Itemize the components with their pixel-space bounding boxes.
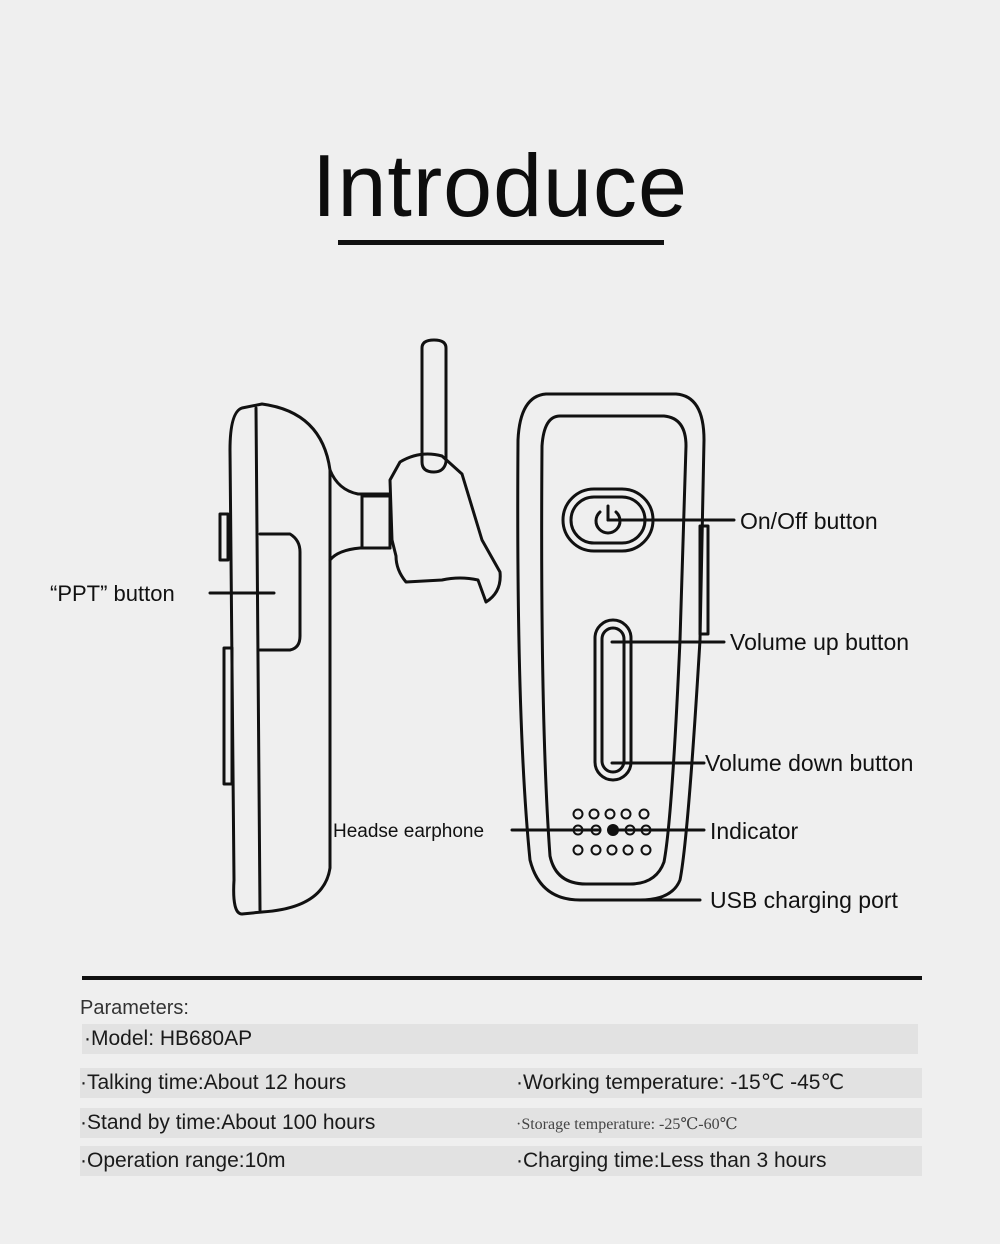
- label-ppt-button: “PPT” button: [50, 581, 175, 606]
- param-model: ·Model: HB680AP: [84, 1027, 253, 1050]
- indicator-led: [607, 824, 619, 836]
- param-operation-range: ·Operation range:10m: [80, 1149, 286, 1172]
- label-volume-up: Volume up button: [730, 629, 910, 655]
- param-working-temp: ·Working temperature: -15℃ -45℃: [516, 1071, 845, 1094]
- parameters-heading: Parameters:: [80, 997, 189, 1019]
- label-usb-port: USB charging port: [710, 887, 898, 913]
- param-standby-time: ·Stand by time:About 100 hours: [80, 1111, 376, 1134]
- param-charging-time: ·Charging time:Less than 3 hours: [516, 1149, 827, 1172]
- page-title: Introduce: [312, 136, 688, 235]
- section-divider: [82, 976, 922, 980]
- label-indicator: Indicator: [710, 818, 799, 844]
- label-earphone: Headse earphone: [333, 821, 485, 842]
- leader-lines: [210, 520, 734, 900]
- label-volume-down: Volume down button: [705, 750, 914, 776]
- label-onoff-button: On/Off button: [740, 508, 878, 534]
- param-storage-temp: ·Storage temperature: -25℃-60℃: [516, 1116, 738, 1133]
- param-talking-time: ·Talking time:About 12 hours: [80, 1071, 347, 1094]
